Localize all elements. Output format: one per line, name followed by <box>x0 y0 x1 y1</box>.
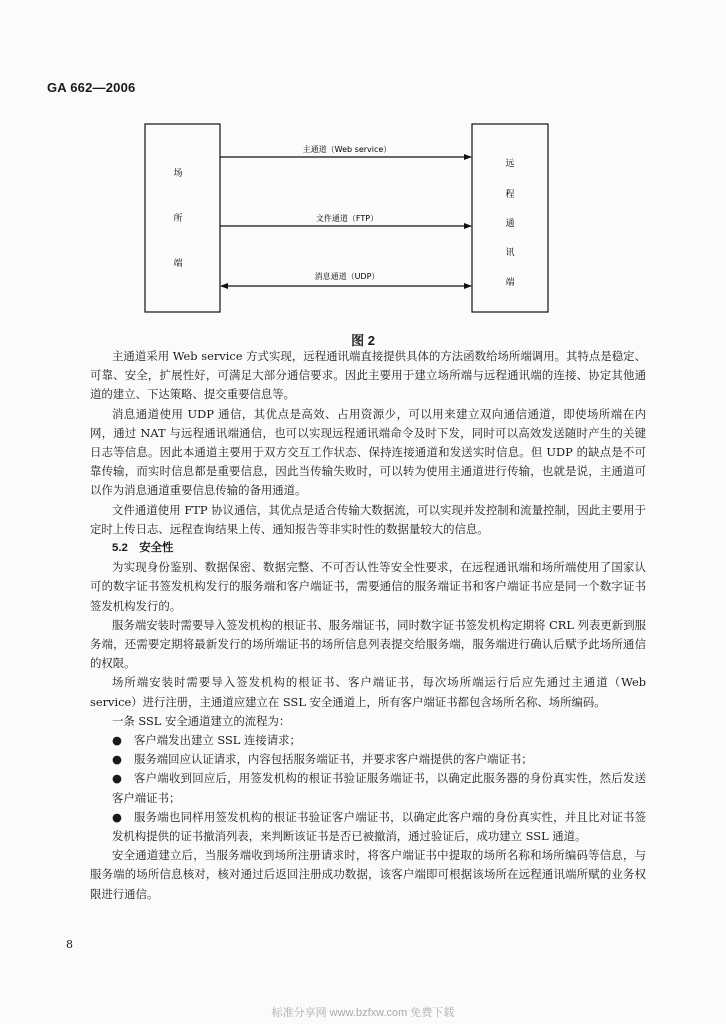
body-text <box>90 347 646 904</box>
site-end-char-3: 端 <box>173 259 183 269</box>
paragraph-client-install: 场所端安装时需要导入签发机构的根证书、客户端证书，每次场所端运行后应先通过主通道（Web service）进行注册，主通道应建立在 SSL 安全通道上，所有客户端证书都包含场所名称、场所编码。 <box>90 675 646 709</box>
remote-end-char-2: 程 <box>505 190 515 200</box>
remote-end-char-3: 通 <box>505 219 515 229</box>
remote-end-char-5: 端 <box>505 278 515 288</box>
paragraph-file-channel: 文件通道使用 FTP 协议通信，其优点是适合传输大数据流，可以实现并发控制和流量控制，因此主要用于定时上传日志、远程查询结果上传、通知报告等非实时性的数据量较大的信息。 <box>90 502 646 536</box>
paragraph-ssl-intro: 一条 SSL 安全通道建立的流程为： <box>112 713 291 728</box>
paragraph-server-install: 服务端安装时需要导入签发机构的根证书、服务端证书，同时数字证书签发机构定期将 CRL 列表更新到服务端，还需要定期将最新发行的场所端证书的场所信息列表提交给服务端，服务端进行确认后赋予此场所通信的权限。 <box>90 617 646 671</box>
bullet-dot-icon: ● <box>112 733 122 748</box>
paragraph-main-channel: 主通道采用 Web service 方式实现，远程通讯端直接提供具体的方法函数给场所端调用。其特点是稳定、可靠、安全，扩展性好，可满足大部分通信要求。因此主要用于建立场所端与远程通讯端的连接、协定其他通道的建立、下达策略、提交重要信息等。 <box>90 349 646 402</box>
bullet-item <box>90 808 646 846</box>
remote-end-char-1: 远 <box>505 159 515 169</box>
figure-caption: 图 2 <box>351 333 375 348</box>
bullet-text: 服务端也同样用签发机构的根证书验证客户端证书，以确定此客户端的身份真实性，并且比对证书签发机构提供的证书撤消列表，来判断该证书是否已被撤消，通过验证后，成功建立 SSL 通道。 <box>112 809 646 844</box>
bullet-item <box>90 769 646 807</box>
channel-diagram <box>0 0 726 330</box>
bullet-item <box>90 731 646 750</box>
paragraph-security-intro: 为实现身份鉴别、数据保密、数据完整、不可否认性等安全性要求，在远程通讯端和场所端使用了国家认可的数字证书签发机构发行的服务端和客户端证书，需要通信的服务端证书和客户端证书应是同一个数字证书签发机构发行的。 <box>90 560 646 613</box>
bullet-dot-icon: ● <box>112 771 122 786</box>
file-channel-label: 文件通道（FTP） <box>315 214 379 223</box>
bullet-dot-icon: ● <box>112 752 122 767</box>
bullet-text: 客户端发出建立 SSL 连接请求； <box>134 733 301 748</box>
standard-number: GA 662—2006 <box>47 80 136 95</box>
paragraph-registration: 安全通道建立后，当服务端收到场所注册请求时，将客户端证书中提取的场所名称和场所编码等信息，与服务端的场所信息核对，核对通过后返回注册成功数据，该客户端即可根据该场所在远程通讯端所赋的业务权限进行通信。 <box>90 848 646 901</box>
message-channel-label: 消息通道（UDP） <box>314 272 380 281</box>
page-number: 8 <box>66 938 73 951</box>
site-end-char-2: 所 <box>173 214 183 224</box>
paragraph-message-channel: 消息通道使用 UDP 通信，其优点是高效、占用资源少，可以用来建立双向通信通道，即使场所端在内网，通过 NAT 与远程通讯端通信，也可以实现远程通讯端命令及时下发，同时可以高效发送随时产生的关键日志等信息。因此本通道主要用于双方交互工作状态、保持连接通道和发送实时信息。但 UDP 的缺点是不可靠传输，而实时信息都是重要信息，因此当传输失败时，可以转为使用主通道进行传输，也就是说，主通道可以作为消息通道重要信息传输的备用通道。 <box>90 406 646 498</box>
main-channel-label: 主通道（Web service） <box>302 145 392 154</box>
bullet-text: 服务端回应认证请求，内容包括服务端证书，并要求客户端提供的客户端证书； <box>134 752 533 767</box>
bullet-dot-icon: ● <box>112 809 122 824</box>
remote-end-char-4: 讯 <box>505 248 515 258</box>
section-heading: 5.2 安全性 <box>112 542 174 555</box>
site-end-char-1: 场 <box>173 169 183 179</box>
bullet-text: 客户端收到回应后，用签发机构的根证书验证服务端证书，以确定此服务器的身份真实性，然后发送客户端证书； <box>112 771 646 805</box>
watermark-footer: 标准分享网 www.bzfxw.com 免费下载 <box>271 1007 455 1019</box>
bullet-item <box>90 750 646 769</box>
